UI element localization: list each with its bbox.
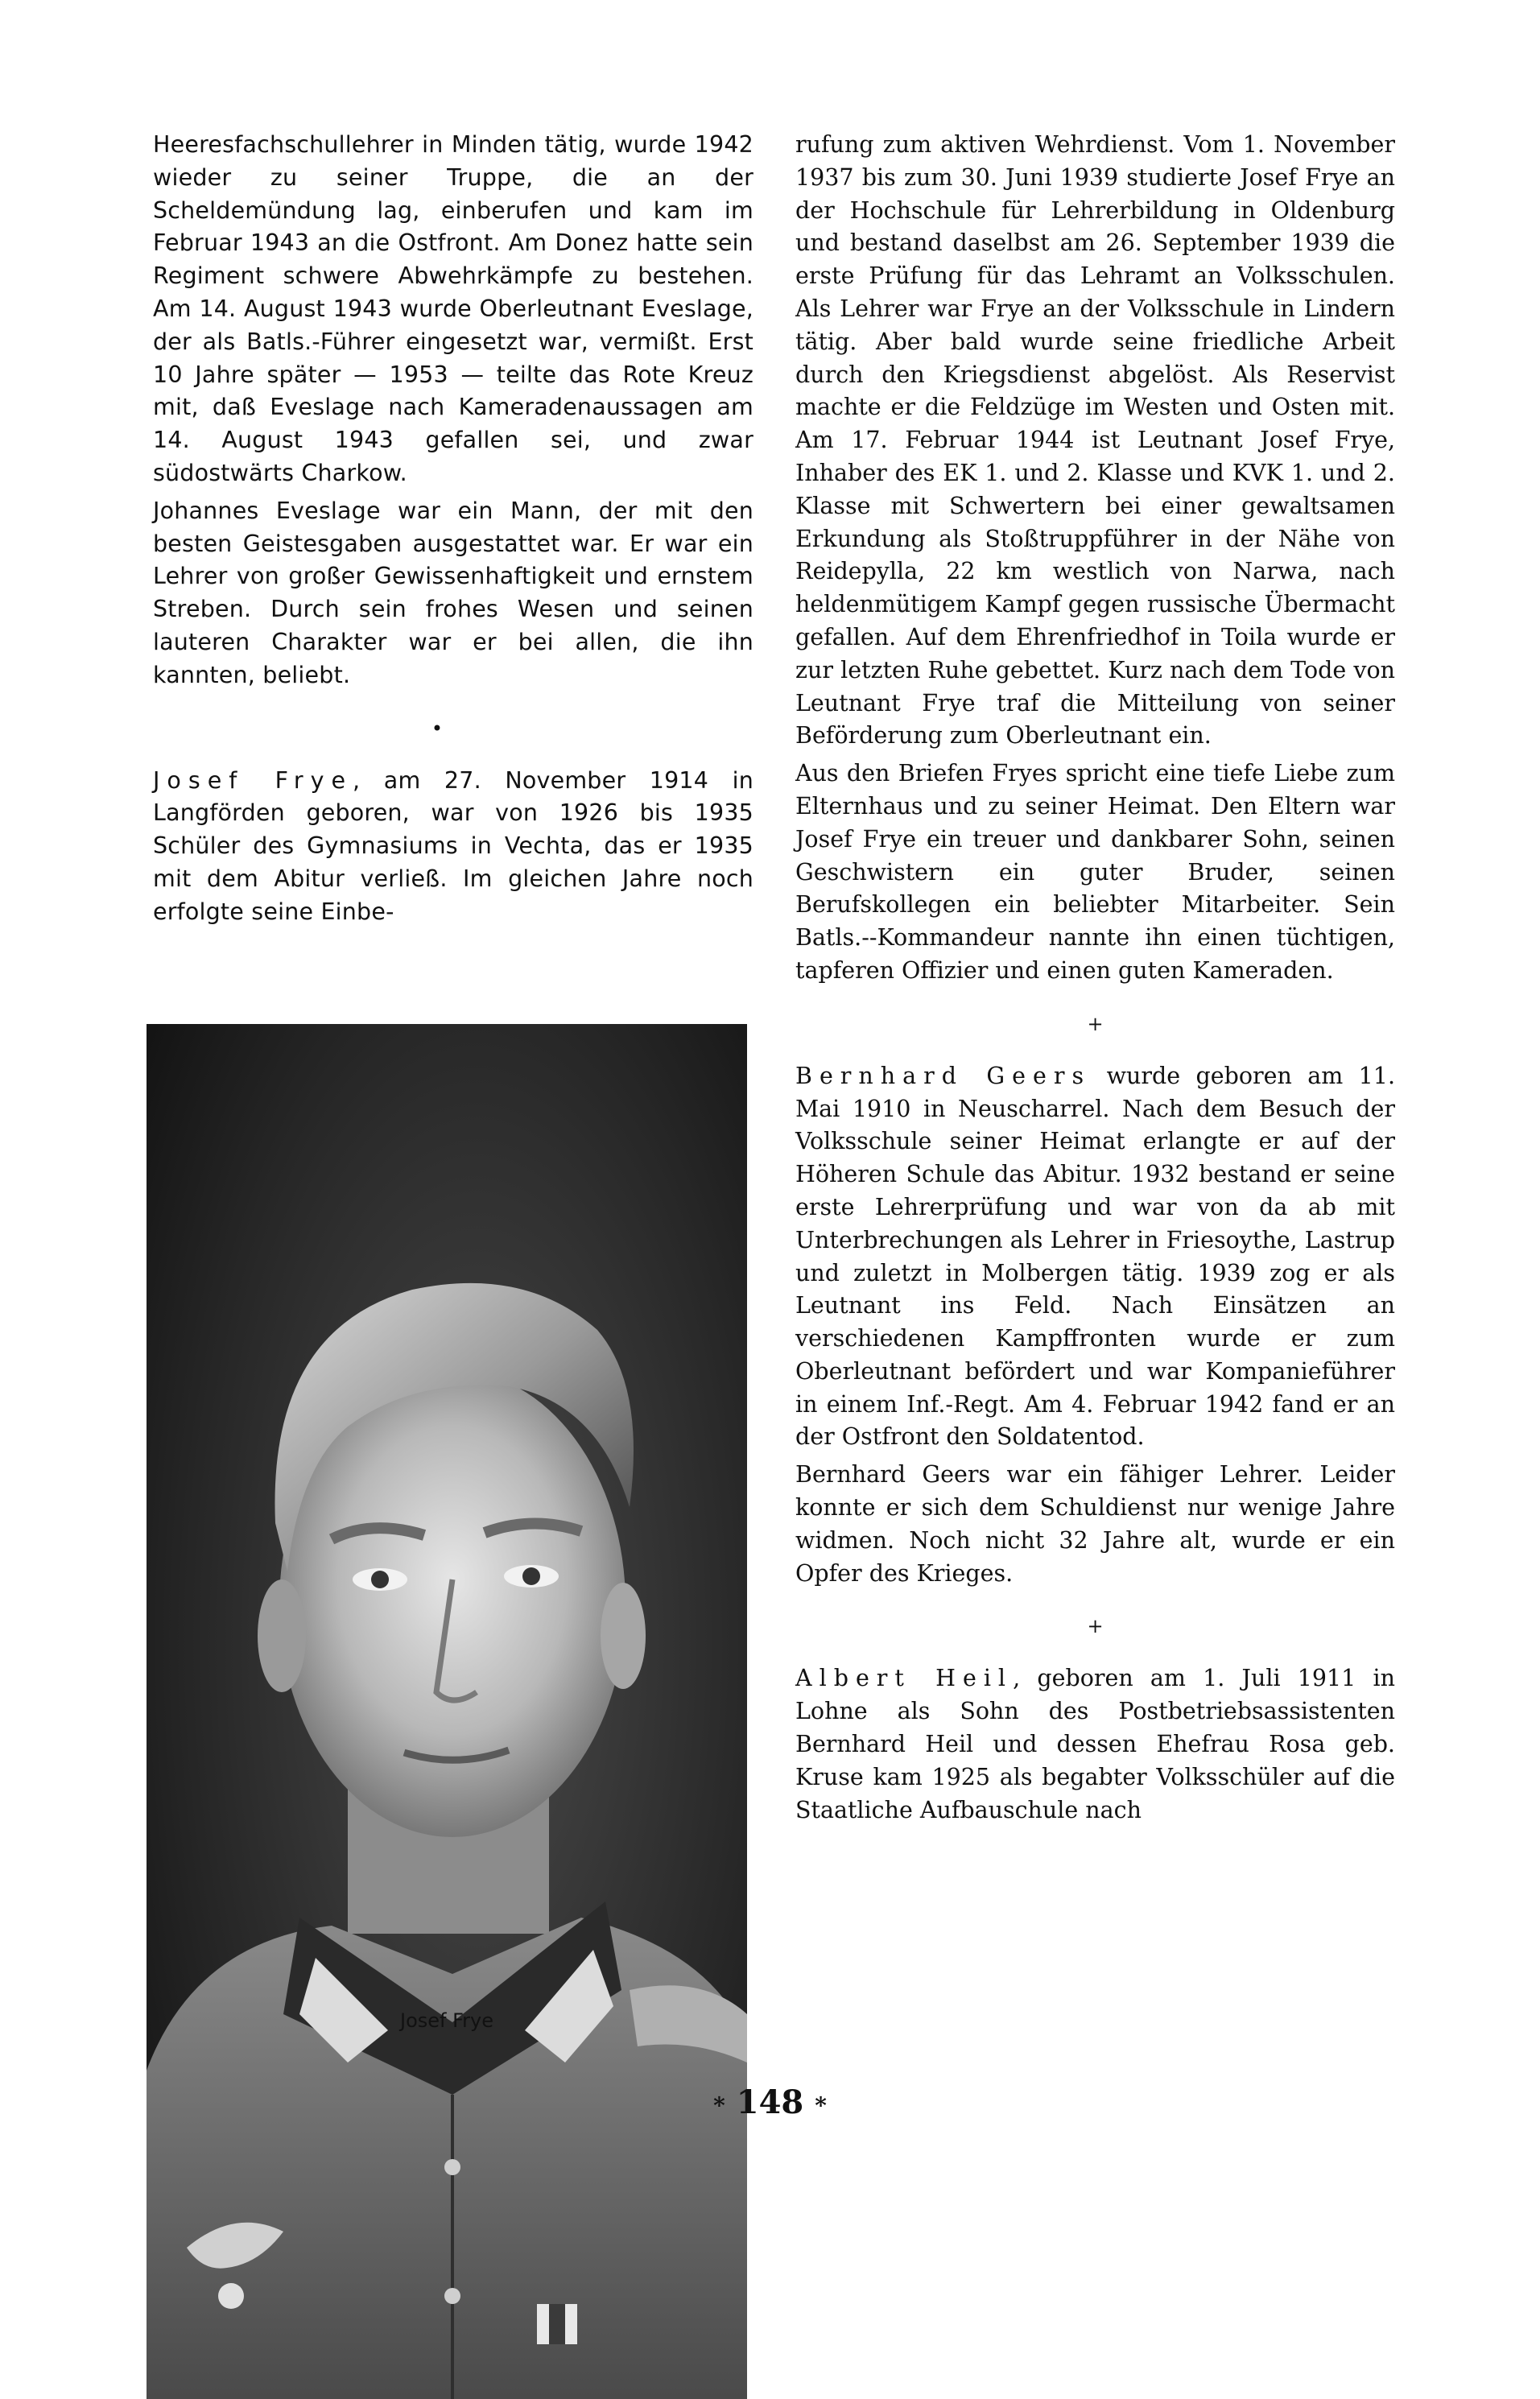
paragraph-eveslage-continued: Heeresfachschullehrer in Minden tätig, wurde 1942 wieder zu seiner Truppe, die an der Scheldemündung lag, einberufen und kam im Februar 1943 an die Ostfront. Am Donez hatte sein Regiment schwere Abwehrkämpfe zu bestehen. Am 14. August 1943 wurde Oberleutnant Eveslage, der als Batls.-Führer eingesetzt war, vermißt. Erst 10 Jahre später — 1953 — teilte das Rote Kreuz mit, daß Eveslage nach Kameradenaussagen am 14. August 1943 gefallen sei, und zwar südostwärts Charkow. [153, 131, 753, 486]
section-ornament: • [431, 716, 444, 740]
paragraph-heil-intro [795, 1662, 1395, 1827]
paragraph-frye-letters: Aus den Briefen Fryes spricht eine tiefe Liebe zum Elternhaus und zu seiner Heimat. Den Eltern war Josef Frye ein treuer und dankbarer Sohn, seinen Geschwistern ein guter Bruder, seinen Berufskollegen ein beliebter Mitarbeiter. Sein Batls.--Kommandeur nannte ihn einen tüchtigen, tapferen Offizier und einen guten Kameraden. [795, 760, 1395, 984]
page-number-decor-left: * [713, 2091, 725, 2119]
right-column [795, 129, 1395, 1827]
section-ornament: + [1087, 1615, 1104, 1638]
section-ornament: + [1087, 1012, 1104, 1035]
paragraph-geers-intro-text: wurde geboren am 11. Mai 1910 in Neuscharrel. Nach dem Besuch der Volksschule seiner Heimat erlangte er auf der Höheren Schule das Abitur. 1932 bestand er seine erste Lehrerprüfung und war von da ab mit Unterbrechungen als Lehrer in Friesoythe, Lastrup und zuletzt in Molbergen tätig. 1939 zog er als Leutnant ins Feld. Nach Einsätzen an verschiedenen Kampffronten wurde er zum Oberleutnant befördert und war Kompanieführer in einem Inf.-Regt. Am 4. Februar 1942 fand er an der Ostfront den Soldatentod. [795, 1062, 1396, 1451]
paragraph-heil-intro-text: , geboren am 1. Juli 1911 in Lohne als Sohn des Postbetriebsassistenten Bernhard Heil und dessen Ehefrau Rosa geb. Kruse kam 1925 als begabter Volksschüler auf die Staatliche Aufbauschule nach [795, 1665, 1395, 1823]
name-bernhard-geers: Bernhard Geers [795, 1062, 1092, 1089]
page-number-value: 148 [736, 2083, 804, 2121]
paragraph-frye-intro [153, 765, 753, 929]
paragraph-geers-intro [795, 1060, 1395, 1455]
name-albert-heil: Albert Heil [795, 1665, 1014, 1692]
page-number [0, 2083, 1540, 2121]
page-number-decor-right: * [815, 2091, 827, 2119]
paragraph-geers-character: Bernhard Geers war ein fähiger Lehrer. Leider konnte er sich dem Schuldienst nur wenige Jahre widmen. Noch nicht 32 Jahre alt, wurde er ein Opfer des Krieges. [795, 1461, 1395, 1587]
name-josef-frye: Josef Frye [153, 766, 353, 794]
left-column [153, 129, 753, 929]
paragraph-frye-intro-text: , am 27. November 1914 in Langförden geboren, war von 1926 bis 1935 Schüler des Gymnasiums in Vechta, das er 1935 mit dem Abitur verließ. Im gleichen Jahre noch erfolgte seine Einbe- [153, 766, 753, 925]
paragraph-eveslage-character: Johannes Eveslage war ein Mann, der mit den besten Geistesgaben ausgestattet war. Er war ein Lehrer von großer Gewissenhaftigkeit und ernstem Streben. Durch sein frohes Wesen und seinen lauteren Charakter war er bei allen, die ihn kannten, beliebt. [153, 497, 753, 688]
paragraph-frye-career: rufung zum aktiven Wehrdienst. Vom 1. November 1937 bis zum 30. Juni 1939 studierte Josef Frye an der Hochschule für Lehrerbildung in Oldenburg und bestand daselbst am 26. September 1939 die erste Prüfung für das Lehramt an Volksschulen. Als Lehrer war Frye an der Volksschule in Lindern tätig. Aber bald wurde seine friedliche Arbeit durch den Kriegsdienst abgelöst. Als Reservist machte er die Feldzüge im Westen und Osten mit. Am 17. Februar 1944 ist Leutnant Josef Frye, Inhaber des EK 1. und 2. Klasse und KVK 1. und 2. Klasse mit Schwertern bei einer gewaltsamen Erkundung als Stoßtruppführer in der Nähe von Reidepylla, 22 km westlich von Narwa, nach heldenmütigem Kampf gegen russische Übermacht gefallen. Auf dem Ehrenfriedhof in Toila wurde er zur letzten Ruhe gebettet. Kurz nach dem Tode von Leutnant Frye traf die Mitteilung von seiner Beförderung zum Oberleutnant ein. [795, 131, 1395, 749]
photo-caption: Josef Frye [399, 2009, 493, 2032]
portrait-photo [147, 1024, 747, 2399]
